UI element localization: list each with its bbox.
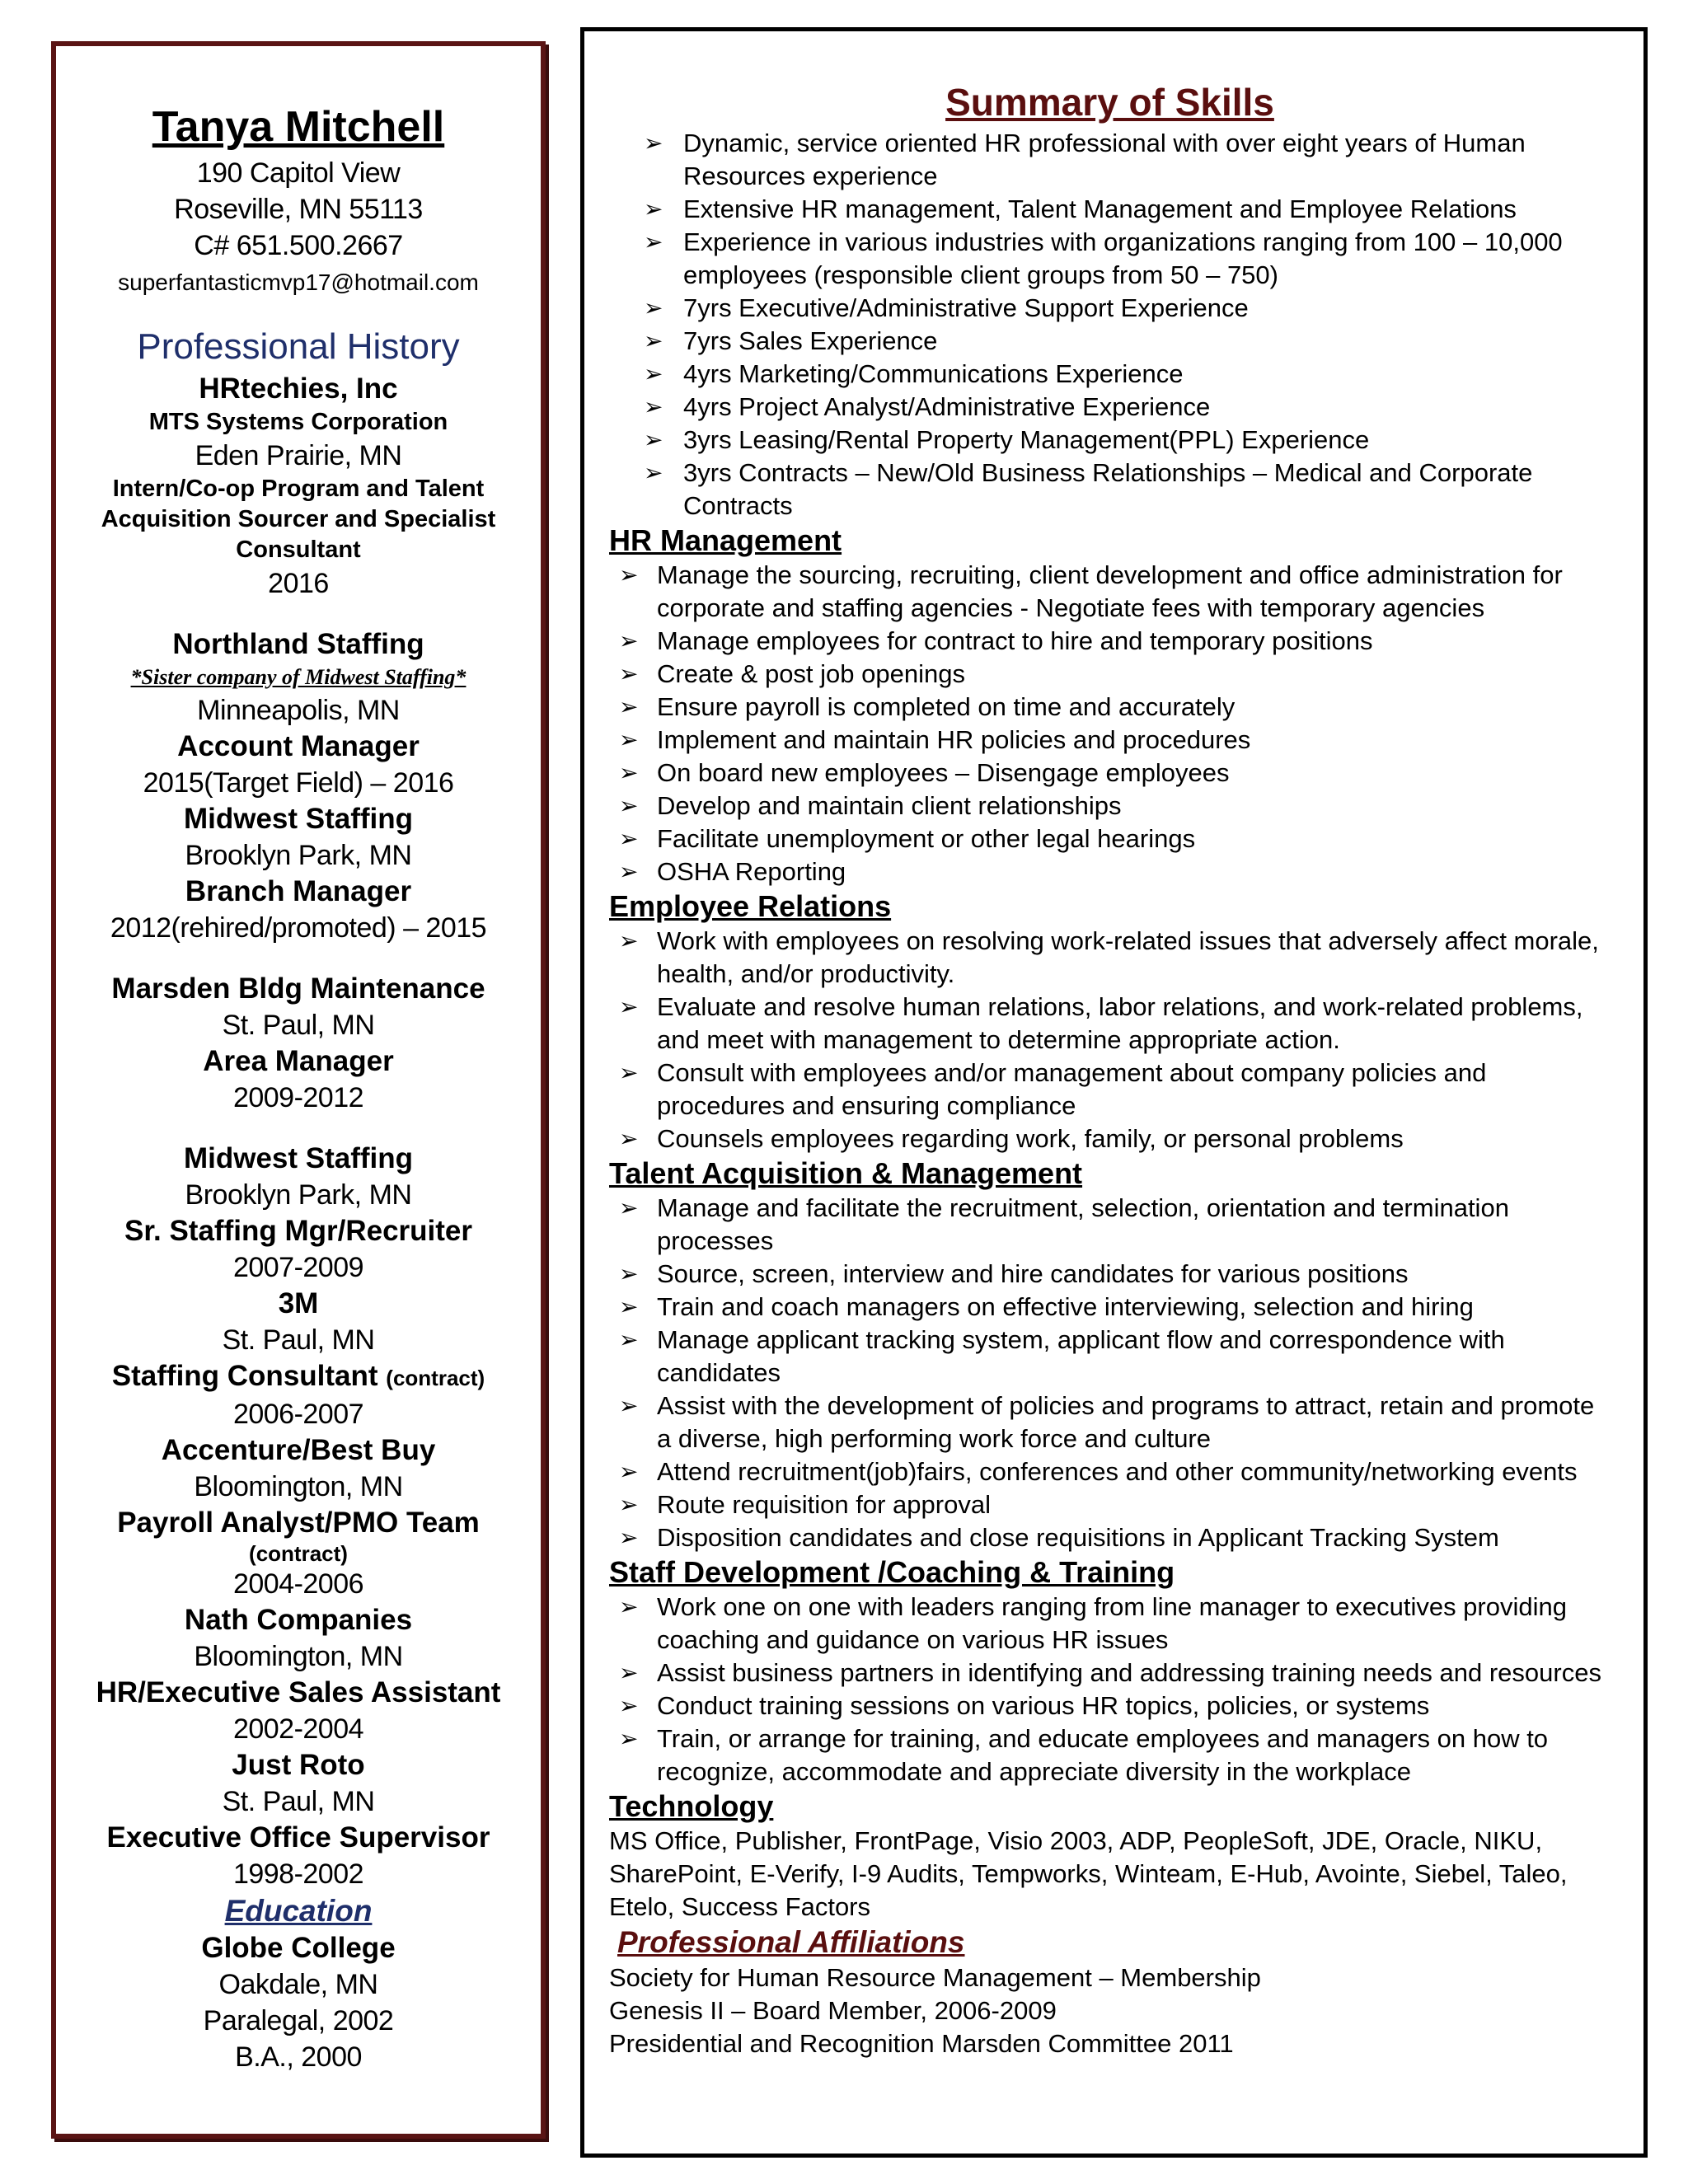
job-company: Just Roto [232,1749,365,1781]
list-item: ➢ Train, or arrange for training, and educate employees and managers on how to recognize, accommodate and appreciate diversity in the workplace [609,1722,1611,1788]
job-dates: 2015(Target Field) – 2016 [143,767,454,799]
job-company-secondary: MTS Systems Corporation [148,409,448,435]
job-company: 3M [278,1287,319,1319]
list-item: ➢ Source, screen, interview and hire candidates for various positions [609,1258,1611,1291]
list-item: ➢ Ensure payroll is completed on time and accurately [609,691,1611,724]
list-item: ➢ Manage employees for contract to hire and temporary positions [609,625,1611,658]
job-dates: 2004-2006 [232,1568,364,1600]
list-item: ➢ Work with employees on resolving work-related issues that adversely affect morale, health, and/or productivity. [609,925,1611,991]
list-item: ➢ 7yrs Executive/Administrative Support Experience [609,292,1611,325]
job-dates: 1998-2002 [232,1858,364,1890]
talent-acquisition-list [609,1192,1611,1554]
employee-relations-heading: Employee Relations [609,889,892,923]
job-location: St. Paul, MN [222,1010,375,1041]
job-title-note: (contract) [386,1366,485,1390]
list-item: ➢ Implement and maintain HR policies and procedures [609,724,1611,757]
list-item: ➢ 4yrs Marketing/Communications Experience [609,358,1611,391]
job-title: Intern/Co-op Program and Talent Acquisition Sourcer and Specialist Consultant [101,476,496,563]
summary-heading: Summary of Skills [945,81,1274,124]
job-title: Payroll Analyst/PMO Team [117,1507,480,1539]
job-title: Executive Office Supervisor [106,1821,490,1854]
list-item: ➢ Assist with the development of policies and programs to attract, retain and promote a diverse, high performing work force and culture [609,1390,1611,1455]
list-item: ➢ OSHA Reporting [609,855,1611,888]
list-item: ➢ Manage and facilitate the recruitment, selection, orientation and termination processes [609,1192,1611,1258]
job-location: Brooklyn Park, MN [185,840,412,871]
job-title: Sr. Staffing Mgr/Recruiter [124,1215,473,1247]
list-item: ➢ Facilitate unemployment or other legal hearings [609,823,1611,855]
phone: C# 651.500.2667 [194,230,403,261]
job-company: Accenture/Best Buy [161,1434,436,1466]
list-item: ➢ Route requisition for approval [609,1488,1611,1521]
job-location: St. Paul, MN [222,1786,375,1817]
list-item: ➢ Train and coach managers on effective interviewing, selection and hiring [609,1291,1611,1324]
affiliation-line: Society for Human Resource Management – Membership [609,1963,1261,1992]
staff-development-heading: Staff Development /Coaching & Training [609,1555,1175,1589]
job-title: Branch Manager [185,875,412,907]
job-dates: 2002-2004 [232,1713,364,1745]
list-item: ➢ On board new employees – Disengage employees [609,757,1611,790]
list-item: ➢ Assist business partners in identifying and addressing training needs and resources [609,1657,1611,1690]
job-company: Marsden Bldg Maintenance [111,972,485,1005]
job-location: Brooklyn Park, MN [185,1179,412,1211]
job-company: Northland Staffing [172,628,424,660]
education-location: Oakdale, MN [218,1969,378,2000]
list-item: ➢ Conduct training sessions on various HR topics, policies, or systems [609,1690,1611,1722]
left-column [51,41,546,2139]
professional-history-heading: Professional History [137,326,460,367]
list-item: ➢ Attend recruitment(job)fairs, conferences and other community/networking events [609,1455,1611,1488]
job-location: Bloomington, MN [194,1641,403,1672]
job-title: Area Manager [203,1045,394,1077]
job-dates: 2007-2009 [232,1252,364,1283]
job-dates: 2012(rehired/promoted) – 2015 [110,912,487,944]
list-item: ➢ Disposition candidates and close requisitions in Applicant Tracking System [609,1521,1611,1554]
list-item: ➢ Dynamic, service oriented HR professional with over eight years of Human Resources experience [609,127,1611,193]
list-item: ➢ Consult with employees and/or management about company policies and procedures and ensuring compliance [609,1057,1611,1122]
job-dates: 2009-2012 [232,1082,364,1113]
staff-development-list [609,1591,1611,1788]
right-column [580,27,1648,2158]
list-item: ➢ 7yrs Sales Experience [609,325,1611,358]
list-item: ➢ Manage applicant tracking system, applicant flow and correspondence with candidates [609,1324,1611,1390]
address-line-1: 190 Capitol View [196,157,401,189]
job-title: Account Manager [177,730,420,762]
education-degree-2: B.A., 2000 [235,2041,362,2073]
list-item: ➢ 3yrs Contracts – New/Old Business Relationships – Medical and Corporate Contracts [609,457,1611,523]
job-location: Bloomington, MN [194,1471,403,1502]
candidate-name: Tanya Mitchell [152,103,445,151]
email: superfantasticmvp17@hotmail.com [118,269,479,295]
job-company: HRtechies, Inc [199,373,398,405]
job-company: Midwest Staffing [183,1142,414,1174]
job-title [56,1358,541,1396]
job-location: St. Paul, MN [222,1324,375,1356]
list-item: ➢ Develop and maintain client relationships [609,790,1611,823]
job-note: *Sister company of Midwest Staffing* [130,665,467,689]
list-item: ➢ Experience in various industries with organizations ranging from 100 – 10,000 employees (responsible client groups from 50 – 750) [609,226,1611,292]
address-line-2: Roseville, MN 55113 [174,194,423,225]
hr-management-heading: HR Management [609,523,842,557]
education-degree: Paralegal, 2002 [203,2005,394,2036]
job-title-note: (contract) [249,1541,348,1566]
job-location: Minneapolis, MN [197,695,400,726]
job-location: Eden Prairie, MN [195,440,402,471]
list-item: ➢ 3yrs Leasing/Rental Property Management(PPL) Experience [609,424,1611,457]
job-company: Nath Companies [184,1604,413,1636]
education-school: Globe College [201,1932,396,1964]
job-company: Midwest Staffing [183,803,414,835]
job-dates: 2016 [268,568,329,599]
talent-acquisition-heading: Talent Acquisition & Management [609,1156,1083,1190]
list-item: ➢ Work one on one with leaders ranging from line manager to executives providing coaching and guidance on various HR issues [609,1591,1611,1657]
technology-text: MS Office, Publisher, FrontPage, Visio 2003, ADP, PeopleSoft, JDE, Oracle, NIKU, SharePoint, E-Verify, I-9 Audits, Tempworks, Winteam, E-Hub, Avointe, Siebel, Taleo, Etelo, Success Factors [609,1826,1568,1921]
summary-list [609,127,1611,523]
affiliation-line: Presidential and Recognition Marsden Committee 2011 [609,2029,1234,2058]
job-title: HR/Executive Sales Assistant [96,1676,501,1708]
job-dates: 2006-2007 [232,1399,364,1430]
hr-management-list [609,559,1611,888]
job-title-text: Staffing Consultant [111,1360,378,1392]
list-item: ➢ 4yrs Project Analyst/Administrative Experience [609,391,1611,424]
affiliations-heading: Professional Affiliations [617,1925,965,1959]
list-item: ➢ Evaluate and resolve human relations, labor relations, and work-related problems, and meet with management to determine appropriate action. [609,991,1611,1057]
technology-heading: Technology [609,1789,774,1823]
list-item: ➢ Extensive HR management, Talent Management and Employee Relations [609,193,1611,226]
employee-relations-list [609,925,1611,1155]
list-item: ➢ Counsels employees regarding work, family, or personal problems [609,1122,1611,1155]
list-item: ➢ Create & post job openings [609,658,1611,691]
education-heading: Education [224,1894,373,1928]
affiliation-line: Genesis II – Board Member, 2006-2009 [609,1996,1057,2025]
list-item: ➢ Manage the sourcing, recruiting, client development and office administration for corporate and staffing agencies - Negotiate fees with temporary agencies [609,559,1611,625]
